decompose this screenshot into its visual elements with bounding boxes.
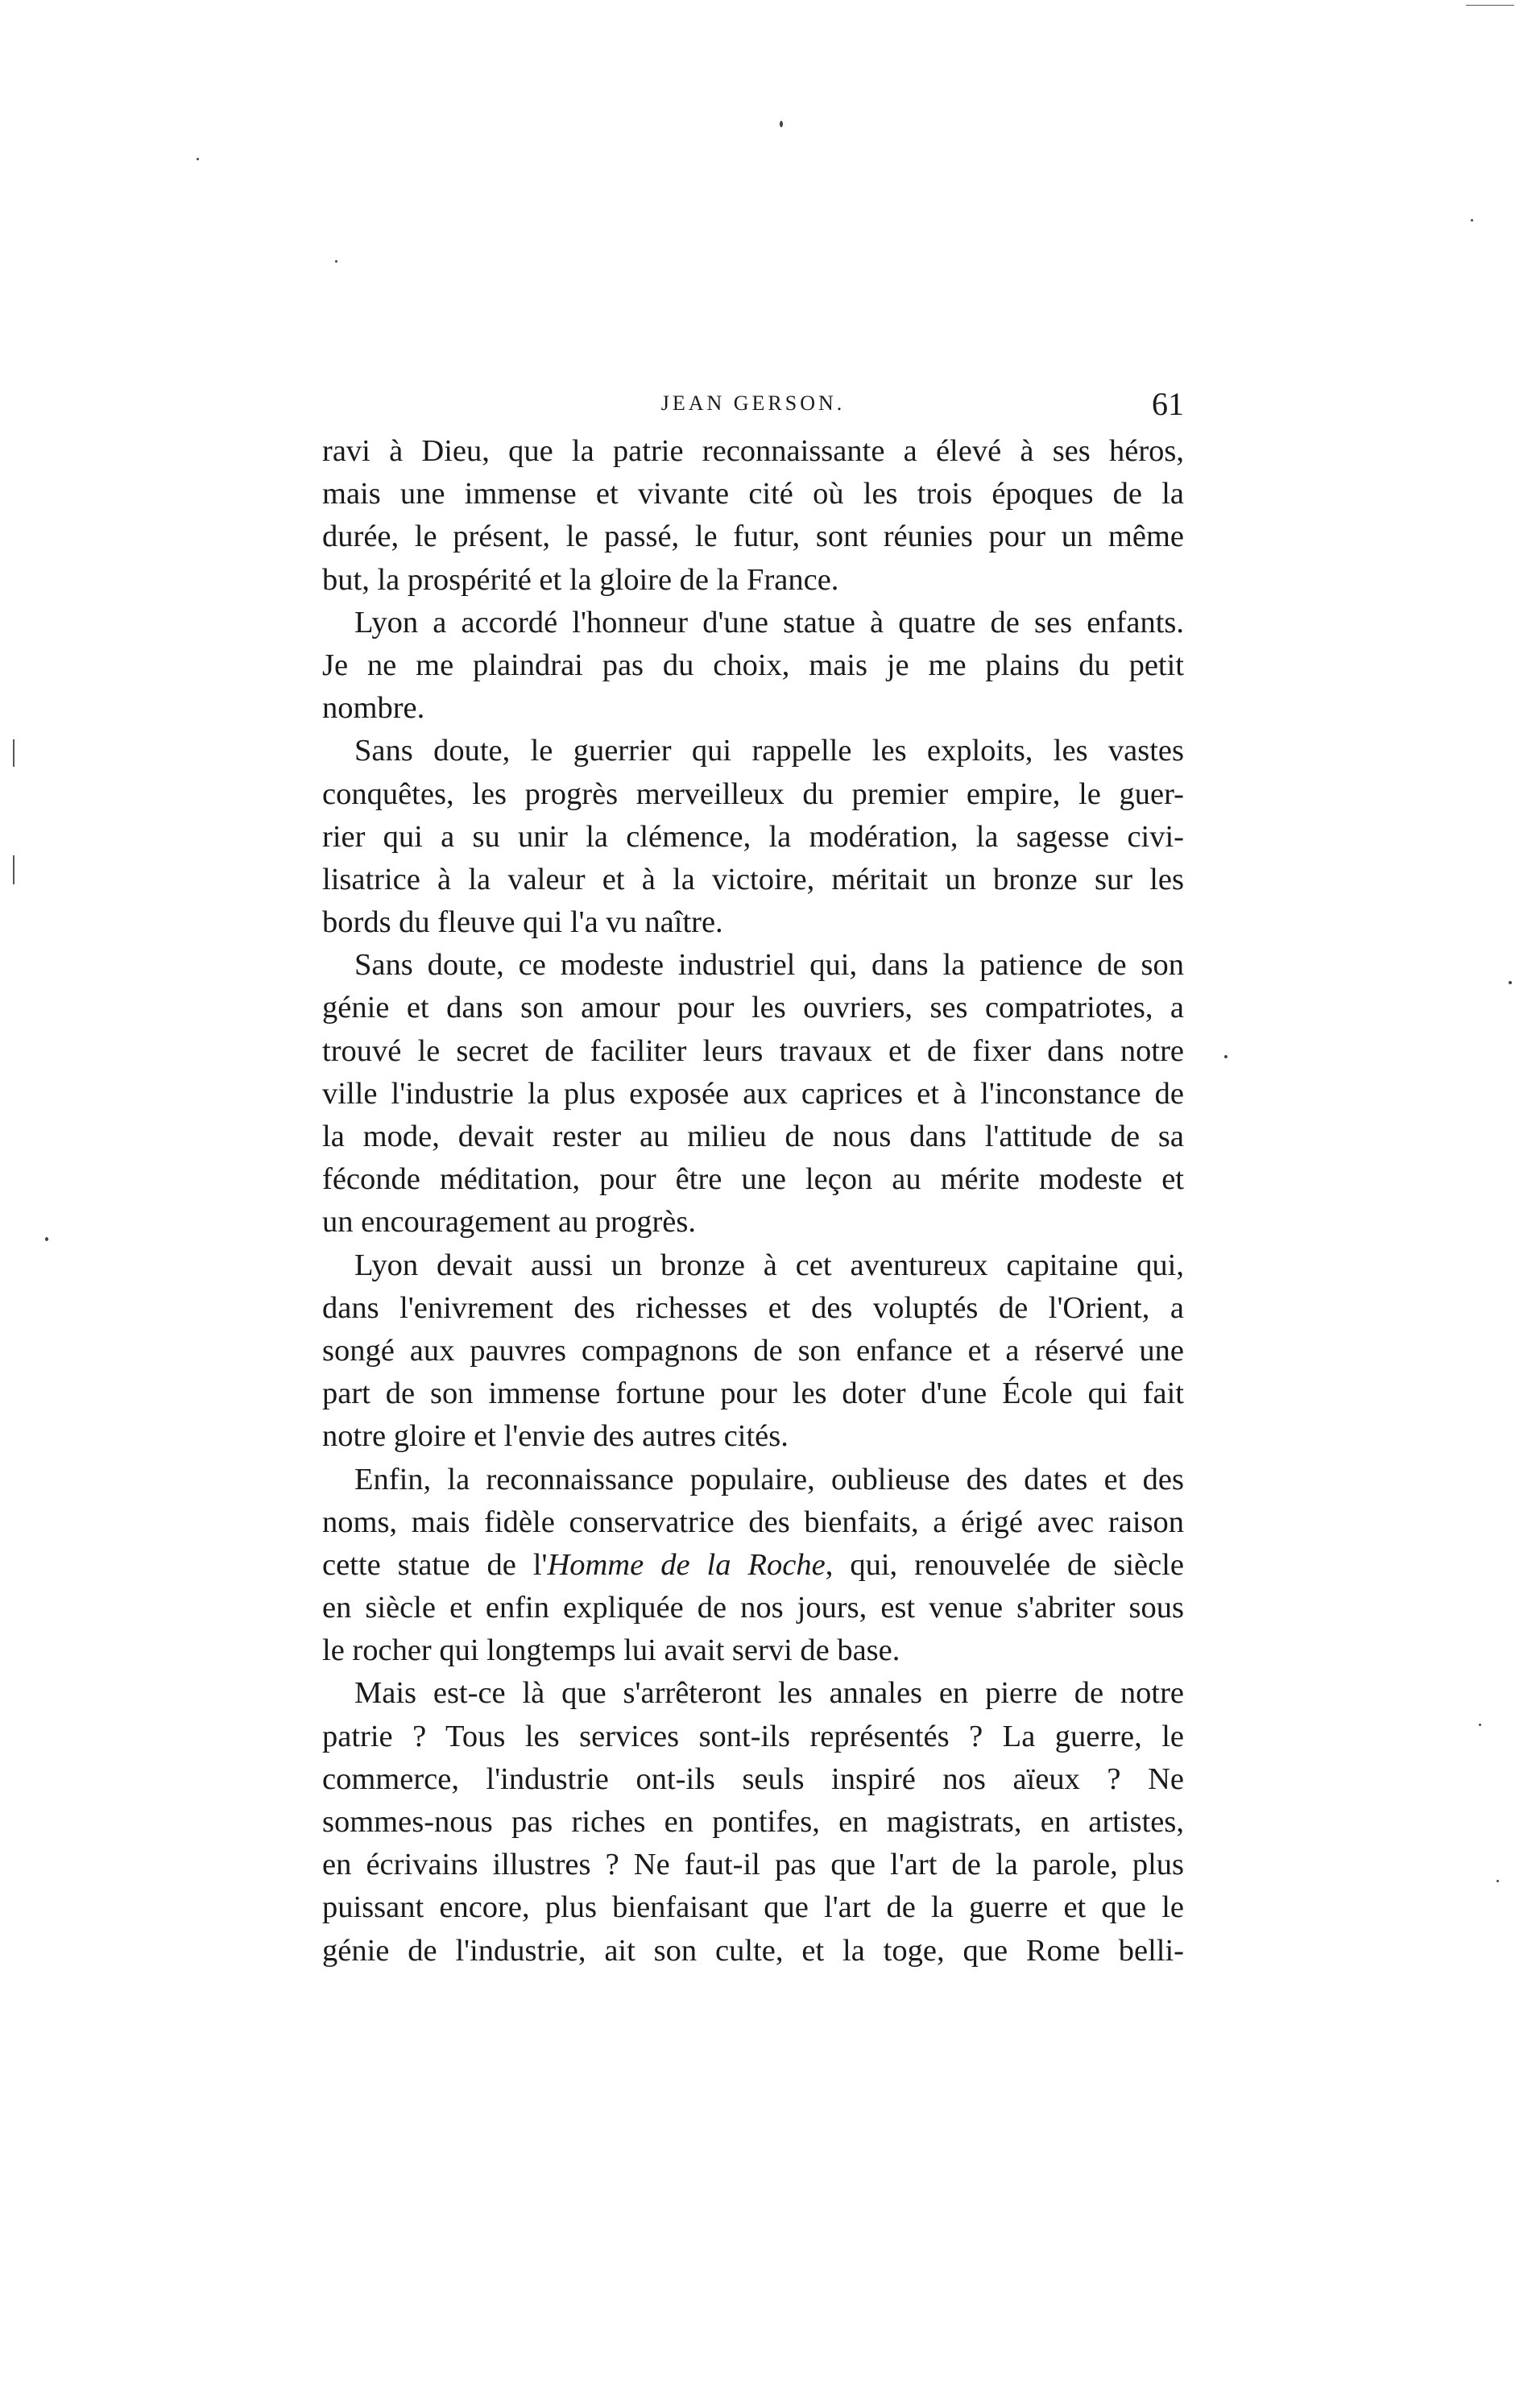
- text-line: en écrivains illustres ? Ne faut-il pas que l'art de la parole, plus: [322, 1848, 1184, 1882]
- text-line: conquêtes, les progrès merveilleux du premier empire, le guer-: [322, 776, 1184, 811]
- text-line: bords du fleuve qui l'a vu naître.: [322, 905, 723, 940]
- text-line: Sans doute, ce modeste industriel qui, dans la patience de son: [354, 948, 1184, 983]
- text-line: ville l'industrie la plus exposée aux caprices et à l'inconstance de: [322, 1076, 1184, 1111]
- text-line: songé aux pauvres compagnons de son enfance et a réservé une: [322, 1333, 1184, 1368]
- scan-speck: [1509, 981, 1512, 984]
- text-line: notre gloire et l'envie des autres cités.: [322, 1419, 789, 1454]
- text-line: la mode, devait rester au milieu de nous dans l'attitude de sa: [322, 1120, 1184, 1153]
- page-number: 61: [1152, 386, 1184, 422]
- italic-title: Homme de la Roche: [547, 1547, 826, 1582]
- text-line: lisatrice à la valeur et à la victoire, méritait un bronze sur les: [322, 862, 1184, 896]
- text-line: mais une immense et vivante cité où les trois époques de la: [322, 477, 1184, 511]
- text-line: dans l'enivrement des richesses et des voluptés de l'Orient, a: [322, 1290, 1184, 1325]
- text-line: durée, le présent, le passé, le futur, sont réunies pour un même: [322, 519, 1184, 554]
- scan-speck: [1471, 219, 1473, 221]
- text-line: féconde méditation, pour être une leçon au mérite modeste et: [322, 1162, 1184, 1197]
- text-line: génie de l'industrie, ait son culte, et la toge, que Rome belli-: [322, 1933, 1184, 1968]
- text-line: sommes-nous pas riches en pontifes, en magistrats, en artistes,: [322, 1805, 1184, 1839]
- running-title: JEAN GERSON.: [660, 391, 846, 415]
- scan-speck: [1224, 1055, 1227, 1058]
- text-line: noms, mais fidèle conservatrice des bienfaits, a érigé avec raison: [322, 1505, 1184, 1539]
- scan-speck: [780, 121, 783, 127]
- text-line: nombre.: [322, 691, 425, 726]
- text-line: génie et dans son amour pour les ouvriers, ses compatriotes, a: [322, 991, 1184, 1025]
- text-line: [322, 1544, 1184, 1587]
- text-line: Je ne me plaindrai pas du choix, mais je me plains du petit: [322, 648, 1184, 682]
- text-line: puissant encore, plus bienfaisant que l'art de la guerre et que le: [322, 1890, 1184, 1925]
- text-segment: , qui, renouvelée de siècle: [825, 1547, 1185, 1582]
- text-line: commerce, l'industrie ont-ils seuls inspiré nos aïeux ? Ne: [322, 1761, 1184, 1796]
- text-line: trouvé le secret de faciliter leurs travaux et de fixer dans notre: [322, 1033, 1184, 1068]
- scan-edge-mark: [13, 739, 14, 767]
- scan-speck: [197, 158, 199, 160]
- text-line: but, la prospérité et la gloire de la France.: [322, 562, 839, 597]
- scan-edge-mark: [13, 855, 14, 884]
- body-text: [322, 430, 1184, 1972]
- scan-speck: [45, 1237, 48, 1241]
- text-line: Lyon devait aussi un bronze à cet aventureux capitaine qui,: [354, 1248, 1184, 1282]
- text-line: Mais est-ce là que s'arrêteront les annales en pierre de notre: [354, 1676, 1184, 1711]
- running-head: [322, 385, 1184, 425]
- scan-edge-mark: [1466, 5, 1514, 6]
- text-line: un encouragement au progrès.: [322, 1205, 696, 1240]
- text-line: part de son immense fortune pour les doter d'une École qui fait: [322, 1376, 1184, 1411]
- scan-speck: [335, 260, 337, 263]
- text-line: Enfin, la reconnaissance populaire, oublieuse des dates et des: [354, 1462, 1184, 1496]
- text-line: patrie ? Tous les services sont-ils représentés ? La guerre, le: [322, 1719, 1184, 1753]
- text-line: Sans doute, le guerrier qui rappelle les exploits, les vastes: [354, 734, 1184, 768]
- scan-speck: [1497, 1880, 1499, 1882]
- text-line: rier qui a su unir la clémence, la modération, la sagesse civi-: [322, 819, 1184, 854]
- text-segment: cette statue de l': [322, 1547, 548, 1582]
- text-line: Lyon a accordé l'honneur d'une statue à quatre de ses enfants.: [354, 605, 1184, 640]
- text-line: le rocher qui longtemps lui avait servi de base.: [322, 1633, 900, 1668]
- text-line: ravi à Dieu, que la patrie reconnaissante a élevé à ses héros,: [322, 434, 1184, 468]
- text-line: en siècle et enfin expliquée de nos jours, est venue s'abriter sous: [322, 1591, 1184, 1625]
- scan-speck: [1479, 1724, 1481, 1726]
